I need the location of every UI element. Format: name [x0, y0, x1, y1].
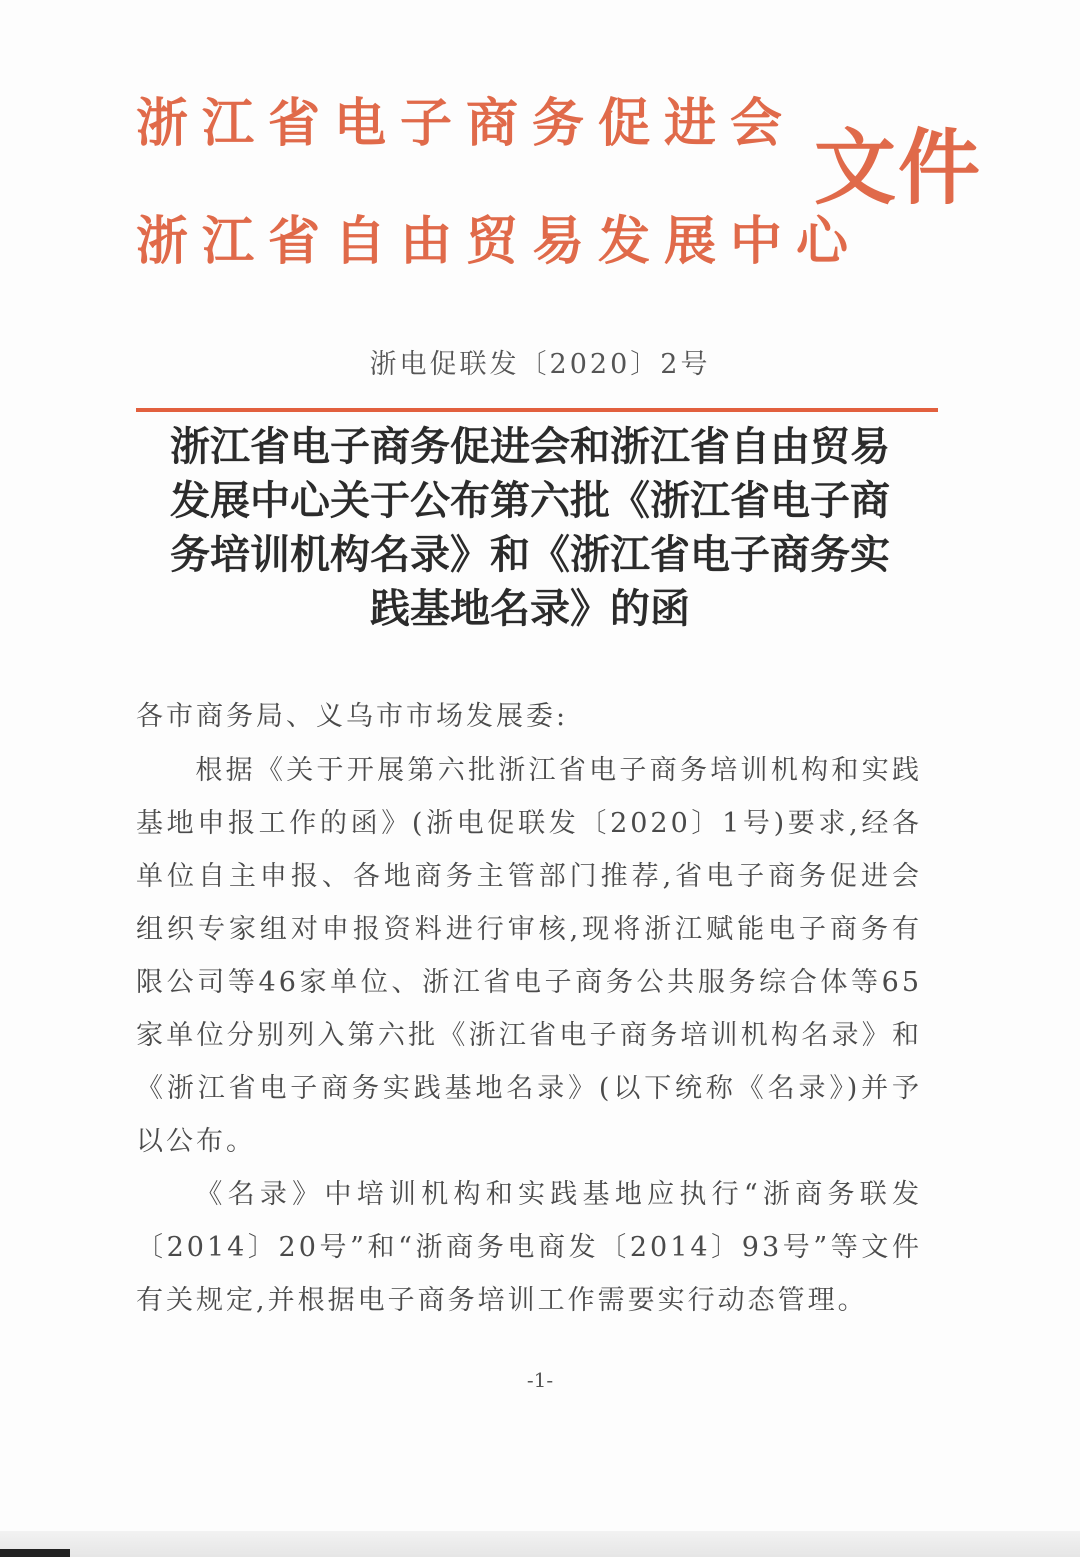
issuing-org-2: 浙江省自由贸易发展中心	[136, 212, 863, 272]
red-divider-line	[136, 408, 938, 412]
title-line: 发展中心关于公布第六批《浙江省电子商	[170, 478, 890, 524]
document-number: 浙电促联发〔2020〕2号	[369, 349, 711, 380]
document-header	[136, 88, 983, 288]
scan-edge-shadow	[0, 1549, 70, 1557]
scan-bottom-edge	[0, 1531, 1080, 1557]
title-line: 务培训机构名录》和《浙江省电子商务实	[170, 532, 890, 578]
body-paragraph-2: 《名录》中培训机构和实践基地应执行“浙商务联发〔2014〕20号”和“浙商务电商发〔2014〕93号”等文件有关规定,并根据电子商务培训工作需要实行动态管理。	[136, 1179, 922, 1316]
document-title	[150, 420, 910, 636]
body-paragraph-1: 根据《关于开展第六批浙江省电子商务培训机构和实践基地申报工作的函》(浙电促联发〔2020〕1号)要求,经各单位自主申报、各地商务主管部门推荐,省电子商务促进会组织专家组对申报资料进行审核,现将浙江赋能电子商务有限公司等46家单位、浙江省电子商务公共服务综合体等65家单位分别列入第六批《浙江省电子商务培训机构名录》和《浙江省电子商务实践基地名录》(以下统称《名录》)并予以公布。	[136, 755, 922, 1157]
title-line: 践基地名录》的函	[370, 586, 690, 632]
page-number: -1-	[526, 1368, 554, 1392]
salutation: 各市商务局、义乌市市场发展委:	[136, 701, 569, 732]
title-line: 浙江省电子商务促进会和浙江省自由贸易	[170, 424, 890, 470]
document-type-label: 文件	[814, 121, 983, 216]
issuing-org-1: 浙江省电子商务促进会	[136, 94, 797, 154]
